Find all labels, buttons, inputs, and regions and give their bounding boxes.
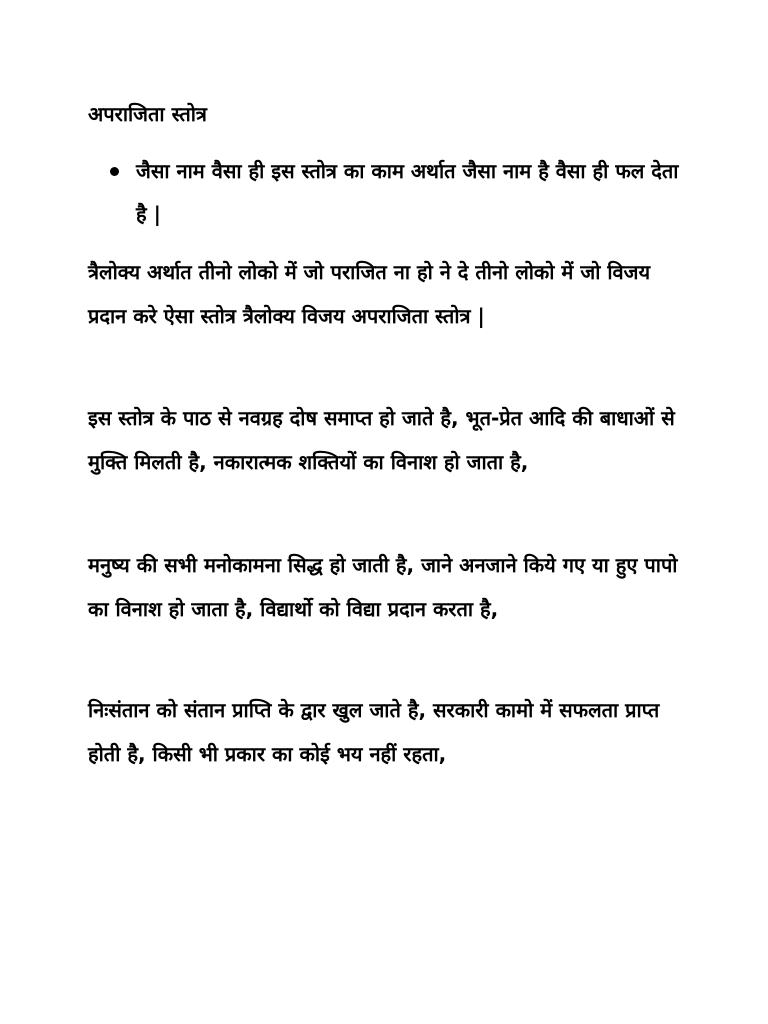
bullet-text: जैसा नाम वैसा ही इस स्तोत्र का काम अर्थात जैसा नाम है वैसा ही फल देता है | [136, 159, 679, 226]
paragraph-santan: निःसंतान को संतान प्राप्ति के द्वार खुल जाते है, सरकारी कामो में सफलता प्राप्त होती है, किसी भी प्रकार का कोई भय नहीं रहता, [88, 698, 660, 766]
document-title: अपराजिता स्तोत्र [88, 102, 207, 126]
paragraph-navagraha: इस स्तोत्र के पाठ से नवग्रह दोष समाप्त हो जाते है, भूत-प्रेत आदि की बाधाओं से मुक्ति मिलती है, नकारात्मक शक्तियों का विनाश हो जाता है, [88, 406, 675, 474]
bullet-item [108, 150, 688, 236]
paragraph-trailokya: त्रैलोक्य अर्थात तीनो लोको में जो पराजित ना हो ने दे तीनो लोको में जो विजय प्रदान करे ऐसा स्तोत्र त्रैलोक्य विजय अपराजिता स्तोत्र | [88, 260, 651, 328]
paragraph-manokamana: मनुष्य की सभी मनोकामना सिद्ध हो जाती है, जाने अनजाने किये गए या हुए पापो का विनाश हो जाता है, विद्यार्थो को विद्या प्रदान करता है, [88, 553, 678, 621]
bullet-list [108, 150, 688, 236]
bullet-dot-icon [110, 167, 119, 176]
